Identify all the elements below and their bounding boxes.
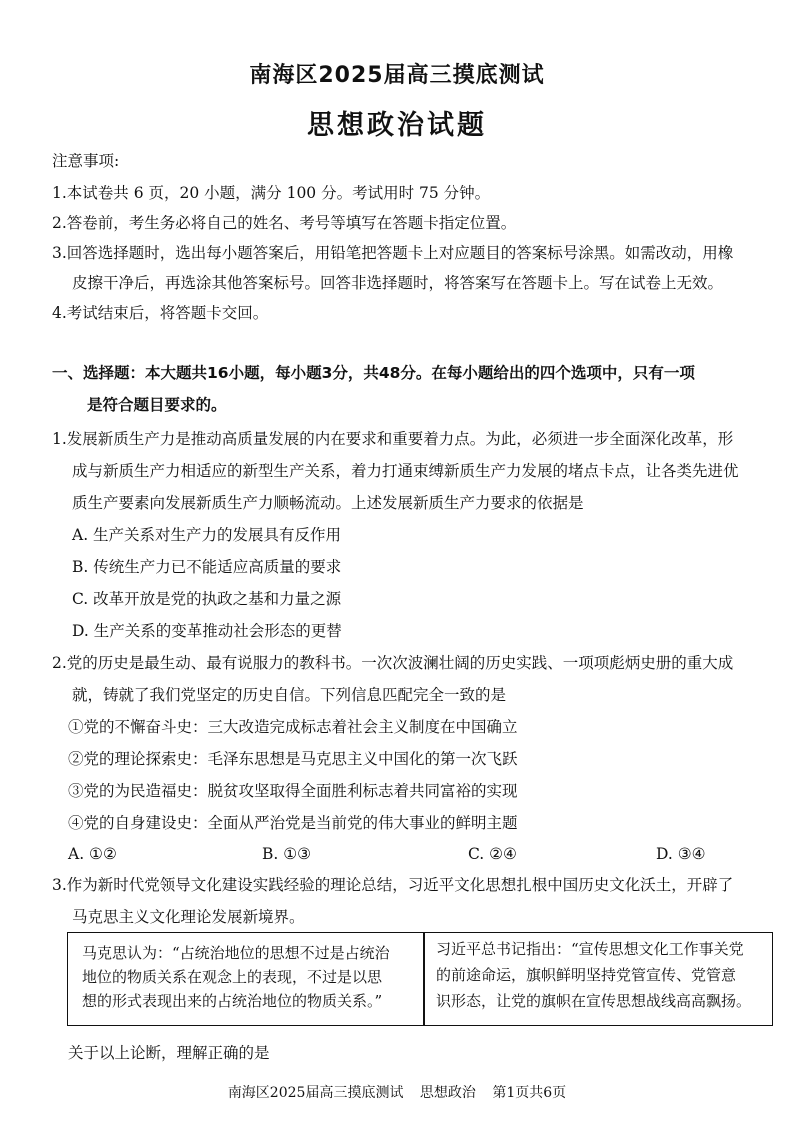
notice-line: 3.回答选择题时，选出每小题答案后，用铅笔把答题卡上对应题目的答案标号涂黑。如需改动，用橡 [52, 244, 734, 262]
q3-quote-box [67, 932, 773, 1026]
q1-stem: 质生产要素向发展新质生产力顺畅流动。上述发展新质生产力要求的依据是 [72, 494, 584, 512]
exam-title: 南海区2025届高三摸底测试 [249, 63, 545, 88]
q1-option-a: A. 生产关系对生产力的发展具有反作用 [72, 526, 342, 544]
q2-item: ③党的为民造福史：脱贫攻坚取得全面胜利标志着共同富裕的实现 [68, 782, 518, 800]
marx-quote-line: 马克思认为：“占统治地位的思想不过是占统治 [82, 944, 390, 962]
quote-box-divider [423, 933, 425, 1025]
q2-item: ④党的自身建设史：全面从严治党是当前党的伟大事业的鲜明主题 [68, 814, 518, 832]
q3-stem: 3.作为新时代党领导文化建设实践经验的理论总结，习近平文化思想扎根中国历史文化沃土，开辟了 [52, 876, 734, 894]
notice-line: 2.答卷前，考生务必将自己的姓名、考号等填写在答题卡指定位置。 [52, 214, 517, 232]
q2-option-b: B. ①③ [262, 845, 312, 863]
q1-option-d: D. 生产关系的变革推动社会形态的更替 [72, 622, 342, 640]
marx-quote-line: 地位的物质关系在观念上的表现，不过是以思 [82, 968, 383, 986]
subject-title: 思想政治试题 [307, 110, 487, 141]
xi-quote-line: 习近平总书记指出：“宣传思想文化工作事关党 [436, 940, 744, 958]
q2-stem: 就，铸就了我们党坚定的历史自信。下列信息匹配完全一致的是 [72, 686, 507, 704]
marx-quote-line: 想的形式表现出来的占统治地位的物质关系。” [82, 992, 383, 1010]
q1-option-c: C. 改革开放是党的执政之基和力量之源 [72, 590, 342, 608]
q2-option-a: A. ①② [68, 845, 117, 863]
notice-line: 4.考试结束后，将答题卡交回。 [52, 304, 269, 322]
q1-option-b: B. 传统生产力已不能适应高质量的要求 [72, 558, 342, 576]
footer-exam: 南海区2025届高三摸底测试 [227, 1085, 404, 1101]
page-footer [0, 1082, 794, 1102]
notice-line: 皮擦干净后，再选涂其他答案标号。回答非选择题时，将答案写在答题卡上。写在试卷上无效。 [72, 274, 724, 292]
section-heading: 一、选择题：本大题共16小题，每小题3分，共48分。在每小题给出的四个选项中，只有一项 [52, 364, 695, 382]
q1-stem: 1.发展新质生产力是推动高质量发展的内在要求和重要着力点。为此，必须进一步全面深化改革，形 [52, 430, 734, 448]
q3-question: 关于以上论断，理解正确的是 [68, 1044, 270, 1062]
q2-item: ②党的理论探索史：毛泽东思想是马克思主义中国化的第一次飞跃 [68, 750, 518, 768]
notice-heading: 注意事项: [52, 152, 120, 170]
notice-line: 1.本试卷共 6 页，20 小题，满分 100 分。考试用时 75 分钟。 [52, 184, 491, 202]
q1-stem: 成与新质生产力相适应的新型生产关系，着力打通束缚新质生产力发展的堵点卡点，让各类先进优 [72, 462, 739, 480]
q2-stem: 2.党的历史是最生动、最有说服力的教科书。一次次波澜壮阔的历史实践、一项项彪炳史册的重大成 [52, 654, 734, 672]
q3-stem: 马克思主义文化理论发展新境界。 [72, 908, 305, 926]
xi-quote-line: 识形态，让党的旗帜在宣传思想战线高高飘扬。 [436, 992, 752, 1010]
q2-item: ①党的不懈奋斗史：三大改造完成标志着社会主义制度在中国确立 [68, 718, 518, 736]
q2-option-c: C. ②④ [468, 845, 517, 863]
section-heading-cont: 是符合题目要求的。 [87, 396, 227, 414]
footer-page-number: 第1页共6页 [492, 1085, 567, 1101]
footer-subject: 思想政治 [419, 1085, 476, 1101]
xi-quote-line: 的前途命运，旗帜鲜明坚持党管宣传、党管意 [436, 966, 737, 984]
q2-option-d: D. ③④ [656, 845, 706, 863]
